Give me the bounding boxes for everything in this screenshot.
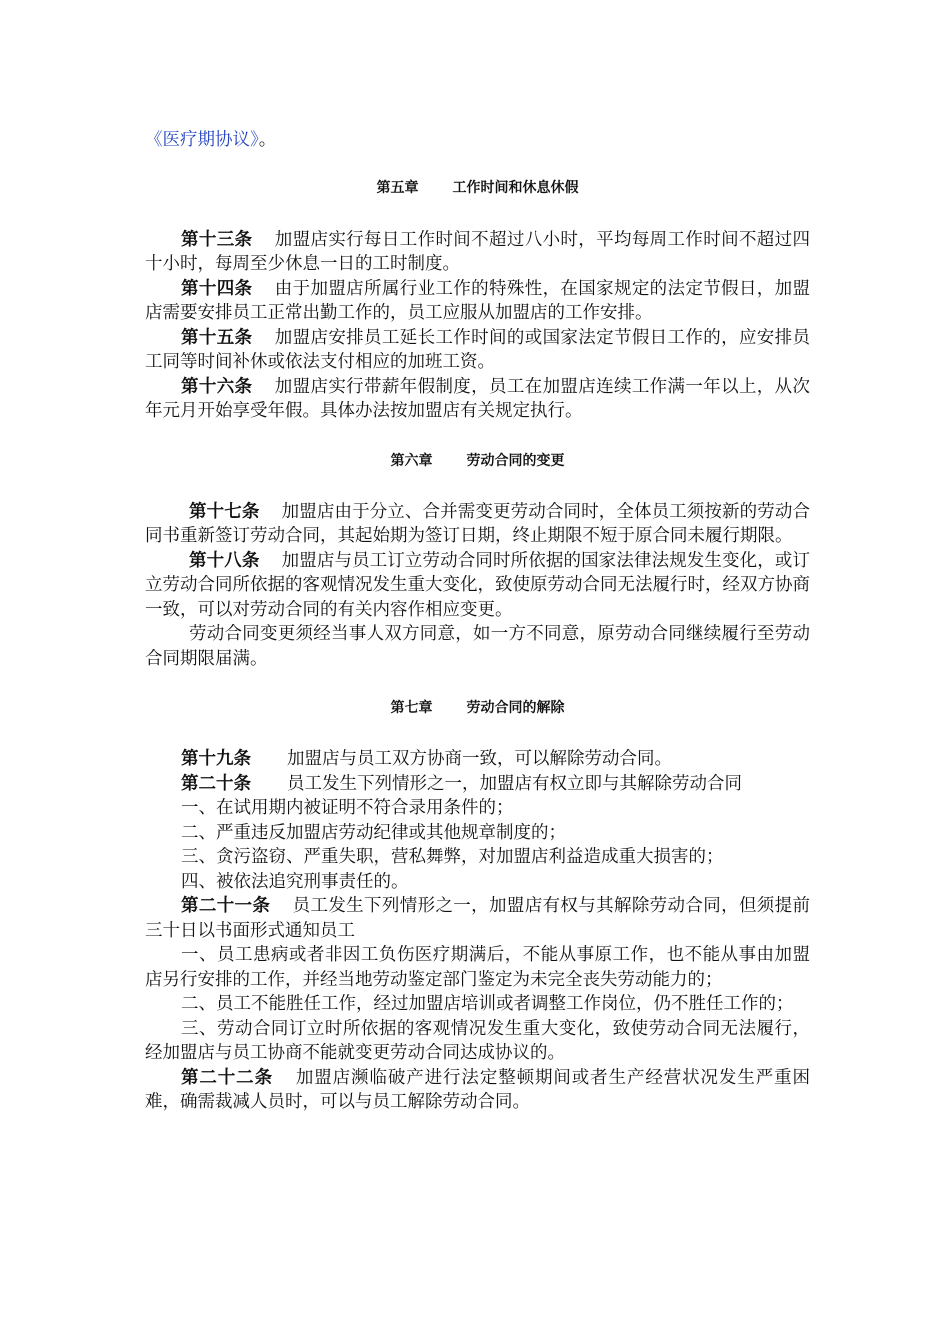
- list-item: 四、被依法追究刑事责任的。: [181, 871, 409, 892]
- article-21: 第二十一条 员工发生下列情形之一，加盟店有权与其解除劳动合同，但须提前三十日以书面形式通知员工: [145, 896, 810, 941]
- article-15: 第十五条 加盟店安排员工延长工作时间的或国家法定节假日工作的，应安排员工同等时间补休或依法支付相应的加班工资。: [145, 327, 811, 372]
- chapter-6-heading: 第六章 劳动合同的变更: [390, 452, 565, 469]
- list-item: 三、贪污盗窃、严重失职，营私舞弊，对加盟店利益造成重大损害的；: [181, 847, 724, 867]
- list-item: 一、员工患病或者非因工负伤医疗期满后，不能从事原工作，也不能从事由加盟店另行安排的工作，并经当地劳动鉴定部门鉴定为未完全丧失劳动能力的；: [145, 945, 810, 990]
- article-label: 第十七条: [189, 501, 260, 522]
- article-label: 第十五条: [181, 327, 253, 348]
- medical-agreement-link[interactable]: 《医疗期协议》: [145, 130, 259, 150]
- list-item: 三、劳动合同订立时所依据的客观情况发生重大变化，致使劳动合同无法履行，经加盟店与员工协商不能就变更劳动合同达成协议的。: [145, 1018, 810, 1063]
- article-18: 第十八条 加盟店与员工订立劳动合同时所依据的国家法律法规发生变化，或订立劳动合同所依据的客观情况发生重大变化，致使原劳动合同无法履行时，经双方协商一致，可以对劳动合同的有关内容作相应变更。: [145, 550, 811, 620]
- article-label: 第二十条: [181, 773, 251, 794]
- article-17: 第十七条 加盟店由于分立、合并需变更劳动合同时，全体员工须按新的劳动合同书重新签订劳动合同，其起始期为签订日期，终止期限不短于原合同未履行期限。: [145, 501, 811, 546]
- article-19: 第十九条 加盟店与员工双方协商一致，可以解除劳动合同。: [181, 749, 672, 769]
- article-label: 第十八条: [189, 550, 260, 571]
- list-item: 二、严重违反加盟店劳动纪律或其他规章制度的；: [181, 822, 566, 843]
- list-item: 一、在试用期内被证明不符合录用条件的；: [181, 798, 514, 818]
- article-label: 第二十一条: [181, 896, 271, 916]
- intro-line: 《医疗期协议》。: [145, 130, 277, 150]
- article-16: 第十六条 加盟店实行带薪年假制度，员工在加盟店连续工作满一年以上，从次年元月开始享受年假。具体办法按加盟店有关规定执行。: [145, 376, 811, 421]
- article-label: 第十九条: [181, 749, 251, 769]
- article-13: 第十三条 加盟店实行每日工作时间不超过八小时，平均每周工作时间不超过四十小时，每周至少休息一日的工时制度。: [145, 229, 811, 274]
- chapter-5-heading: 第五章 工作时间和休息休假: [376, 179, 579, 196]
- article-label: 第十三条: [181, 229, 253, 250]
- article-18-paragraph: 劳动合同变更须经当事人双方同意，如一方不同意，原劳动合同继续履行至劳动合同期限届满。: [145, 624, 810, 669]
- chapter-7-heading: 第七章 劳动合同的解除: [390, 700, 565, 716]
- article-14: 第十四条 由于加盟店所属行业工作的特殊性，在国家规定的法定节假日，加盟店需要安排员工正常出勤工作的，员工应服从加盟店的工作安排。: [145, 278, 811, 323]
- article-22: 第二十二条 加盟店濒临破产进行法定整顿期间或者生产经营状况发生严重困难，确需裁减人员时，可以与员工解除劳动合同。: [145, 1067, 811, 1112]
- document-page: [145, 128, 810, 1115]
- article-20: 第二十条 员工发生下列情形之一，加盟店有权立即与其解除劳动合同: [181, 773, 742, 794]
- article-label: 第十六条: [181, 376, 253, 397]
- article-label: 第二十二条: [181, 1067, 273, 1088]
- list-item: 二、员工不能胜任工作，经过加盟店培训或者调整工作岗位，仍不胜任工作的；: [181, 994, 794, 1014]
- article-label: 第十四条: [181, 278, 253, 299]
